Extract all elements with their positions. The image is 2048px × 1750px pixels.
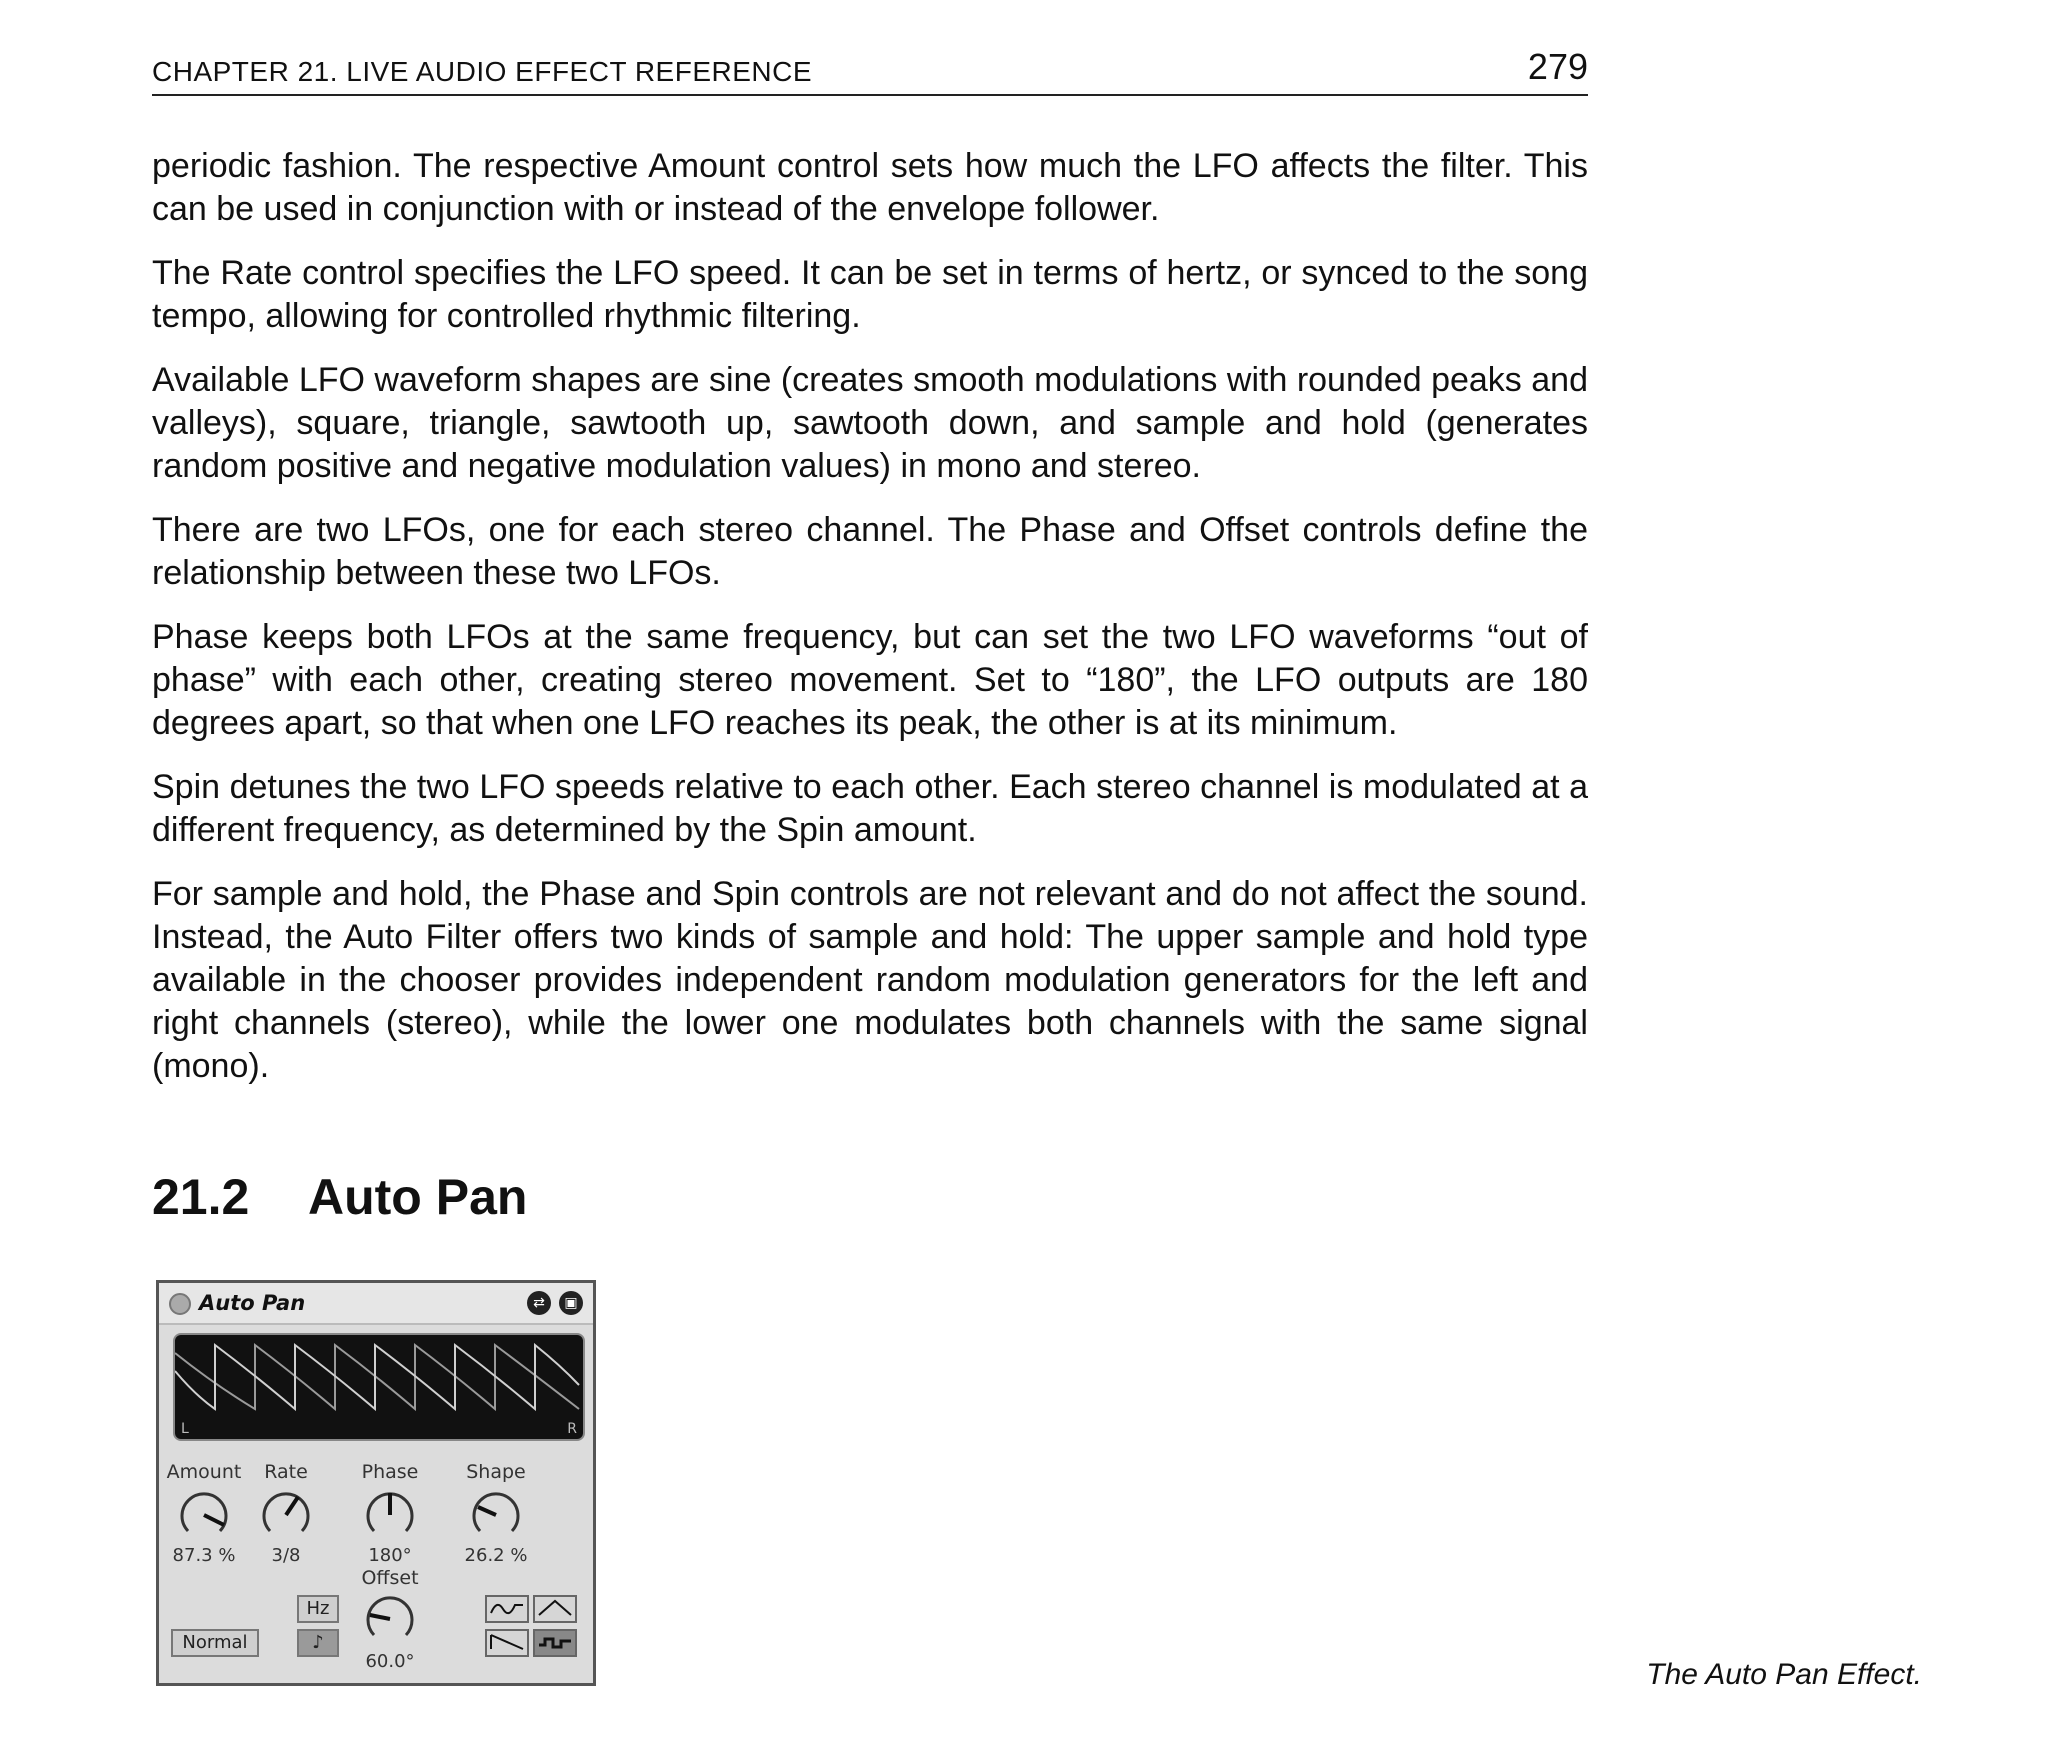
amount-value: 87.3 % xyxy=(172,1545,236,1566)
paragraph: Phase keeps both LFOs at the same frequency, but can set the two LFO waveforms “out of phase” with each other, creating stereo movement. Set to “180”, the LFO outputs are 180 degrees apart, so that when one LFO reaches its peak, the other is at its minimum. xyxy=(152,618,1588,742)
phase-value: 180° xyxy=(368,1545,412,1566)
paragraph: periodic fashion. The respective Amount control sets how much the LFO affects the filter. This can be used in conjunction with or instead of the envelope follower. xyxy=(152,147,1588,228)
offset-label: Offset xyxy=(361,1567,419,1589)
device-titlebar xyxy=(159,1283,593,1325)
power-icon[interactable] xyxy=(169,1293,191,1315)
sync-button[interactable]: ♪ xyxy=(297,1629,339,1657)
wave-sine-button[interactable] xyxy=(485,1595,529,1623)
rate-value: 3/8 xyxy=(271,1545,301,1566)
auto-pan-device xyxy=(156,1280,596,1686)
left-channel-label: L xyxy=(181,1421,189,1437)
sample-hold-icon xyxy=(535,1631,575,1655)
body-text xyxy=(152,145,1588,1109)
paragraph: Available LFO waveform shapes are sine (creates smooth modulations with rounded peaks and valleys), square, triangle, sawtooth up, sawtooth down, and sample and hold (generates random positive and negative modulation values) in mono and stereo. xyxy=(152,361,1588,485)
paragraph: The Rate control specifies the LFO speed. It can be set in terms of hertz, or synced to the song tempo, allowing for controlled rhythmic filtering. xyxy=(152,254,1588,335)
amount-knob[interactable] xyxy=(176,1487,232,1543)
hz-button[interactable]: Hz xyxy=(297,1595,339,1623)
triangle-wave-icon xyxy=(535,1597,575,1621)
section-title: Auto Pan xyxy=(308,1169,528,1225)
rate-label: Rate xyxy=(264,1461,308,1483)
mode-button[interactable]: Normal xyxy=(171,1629,259,1657)
sine-wave-icon xyxy=(487,1597,527,1621)
section-heading xyxy=(152,1168,527,1226)
right-channel-label: R xyxy=(567,1421,577,1437)
figure-caption: The Auto Pan Effect. xyxy=(1646,1658,1922,1691)
amount-label: Amount xyxy=(166,1461,242,1483)
section-number: 21.2 xyxy=(152,1169,250,1225)
offset-value: 60.0° xyxy=(365,1651,415,1672)
offset-knob[interactable] xyxy=(362,1591,418,1647)
wave-triangle-button[interactable] xyxy=(533,1595,577,1623)
chapter-title: CHAPTER 21. LIVE AUDIO EFFECT REFERENCE xyxy=(152,56,813,87)
phase-knob[interactable] xyxy=(362,1487,418,1543)
device-title: Auto Pan xyxy=(199,1291,306,1315)
rate-knob[interactable] xyxy=(258,1487,314,1543)
saw-wave-icon xyxy=(487,1631,527,1655)
lfo-display xyxy=(173,1333,585,1441)
hot-swap-icon[interactable]: ⇄ xyxy=(527,1291,551,1315)
shape-knob[interactable] xyxy=(468,1487,524,1543)
paragraph: There are two LFOs, one for each stereo channel. The Phase and Offset controls define the relationship between these two LFOs. xyxy=(152,511,1588,592)
save-preset-icon[interactable]: ▣ xyxy=(559,1291,583,1315)
paragraph: Spin detunes the two LFO speeds relative to each other. Each stereo channel is modulated at a different frequency, as determined by the Spin amount. xyxy=(152,768,1588,849)
page-number: 279 xyxy=(1527,46,1588,87)
shape-value: 26.2 % xyxy=(464,1545,528,1566)
lfo-waveform xyxy=(175,1335,583,1439)
phase-label: Phase xyxy=(361,1461,419,1483)
page-header xyxy=(152,46,1588,96)
paragraph: For sample and hold, the Phase and Spin controls are not relevant and do not affect the sound. Instead, the Auto Filter offers two kinds of sample and hold: The upper sample and hold type available in the chooser provides independent random modulation generators for the left and right channels (stereo), while the lower one modulates both channels with the same signal (mono). xyxy=(152,875,1588,1085)
wave-random-button[interactable] xyxy=(533,1629,577,1657)
wave-saw-button[interactable] xyxy=(485,1629,529,1657)
shape-label: Shape xyxy=(466,1461,526,1483)
